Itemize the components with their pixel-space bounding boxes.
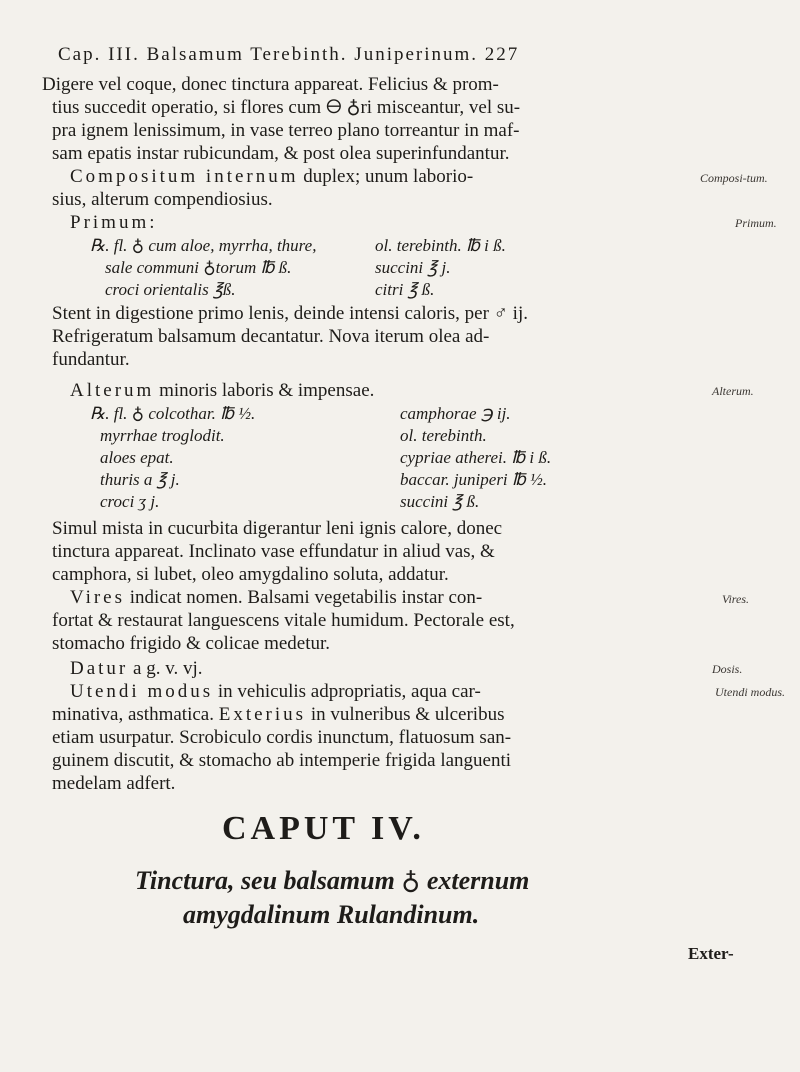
running-header [58, 44, 519, 66]
recipe-line: baccar. juniperi ℔ ½. [400, 470, 548, 489]
exterius-text: in vulneribus & ulceribus [310, 704, 505, 725]
recipe-line: croci ʒ j. [100, 492, 160, 511]
text-line [52, 704, 504, 726]
text-line: stomacho frigido & colicae medetur. [52, 633, 331, 654]
text-line: Simul mista in cucurbita digerantur leni ignis calore, donec [52, 518, 503, 539]
compositum-label: Compositum internum [70, 166, 299, 187]
text-line: Digere vel coque, donec tinctura appareat. Felicius & prom- [42, 74, 499, 95]
text-line: guinem discutit, & stomacho ab intemperie frigida languenti [52, 750, 512, 771]
text-line [70, 658, 203, 680]
text-line [70, 380, 374, 402]
text-line: tinctura appareat. Inclinato vase effundatur in aliud vas, & [52, 541, 495, 562]
datur-label: Datur [70, 658, 129, 679]
text-line: sius, alterum compendiosius. [52, 189, 273, 210]
text-line: sam epatis instar rubicundam, & post olea superinfundantur. [52, 143, 510, 164]
chapter-subtitle: Tinctura, seu balsamum ♁ externum [135, 866, 530, 895]
text-line: medelam adfert. [52, 773, 176, 794]
utendi-text: minativa, asthmatica. [52, 704, 214, 725]
exterius-label: Exterius [218, 704, 307, 725]
primum-label: Primum: [70, 212, 158, 233]
margin-note: Composi-tum. [700, 171, 768, 185]
vires-text: indicat nomen. Balsami vegetabilis instar con- [129, 587, 483, 608]
recipe-line: cypriae atherei. ℔ i ß. [400, 448, 552, 467]
recipe-line: aloes epat. [100, 448, 174, 467]
compositum-text: duplex; unum laborio- [303, 166, 474, 187]
alterum-label: Alterum [70, 380, 155, 401]
recipe-line: sale communi ♁torum ℔ ß. [105, 258, 292, 277]
text-line [70, 587, 482, 609]
text-line: etiam usurpatur. Scrobiculo cordis inunctum, flatuosum san- [52, 727, 512, 748]
text-line [70, 681, 481, 703]
chapter-subtitle: amygdalinum Rulandinum. [183, 900, 480, 929]
text-line: fundantur. [52, 349, 130, 370]
text-line: pra ignem lenissimum, in vase terreo plano torreantur in maf- [52, 120, 520, 141]
margin-note: Vires. [722, 592, 749, 606]
page-number: 227 [484, 44, 520, 65]
chapter-heading: CAPUT IV. [222, 810, 425, 847]
text-line: camphora, si lubet, oleo amygdalino soluta, addatur. [52, 564, 449, 585]
margin-note: Dosis. [712, 662, 743, 676]
text-line: tius succedit operatio, si flores cum 🜔 ♁ri misceantur, vel su- [52, 97, 521, 118]
margin-note: Alterum. [712, 384, 754, 398]
recipe-line: thuris a ℥ j. [100, 470, 180, 489]
recipe-line: ℞. fl. ♁ cum aloe, myrrha, thure, [90, 236, 317, 255]
text-line: Stent in digestione primo lenis, deinde intensi caloris, per ♂ ij. [52, 303, 528, 324]
utendi-text: in vehiculis adpropriatis, aqua car- [217, 681, 481, 702]
recipe-line: succini ℥ ß. [400, 492, 480, 511]
recipe-line: croci orientalis ℥ß. [105, 280, 236, 299]
text-line: Refrigeratum balsamum decantatur. Nova iterum olea ad- [52, 326, 490, 347]
text-line: fortat & restaurat languescens vitale humidum. Pectorale est, [52, 610, 515, 631]
recipe-line: citri ℥ ß. [375, 280, 435, 299]
text-line [70, 166, 473, 188]
header-text: Cap. III. Balsamum Terebinth. Juniperinum. [58, 44, 479, 65]
alterum-text: minoris laboris & impensae. [159, 380, 375, 401]
recipe-line: ol. terebinth. [400, 426, 487, 445]
catchword: Exter- [688, 944, 734, 963]
recipe-line: ol. terebinth. ℔ i ß. [375, 236, 506, 255]
margin-note: Primum. [735, 216, 777, 230]
datur-text: a g. v. vj. [133, 658, 203, 679]
margin-note: Utendi modus. [715, 685, 785, 699]
recipe-line: ℞. fl. ♁ colcothar. ℔ ½. [90, 404, 256, 423]
recipe-line: camphorae ℈ ij. [400, 404, 511, 423]
vires-label: Vires [70, 587, 126, 608]
utendi-label: Utendi modus [70, 681, 214, 702]
recipe-line: myrrhae troglodit. [100, 426, 225, 445]
recipe-line: succini ℥ j. [375, 258, 451, 277]
